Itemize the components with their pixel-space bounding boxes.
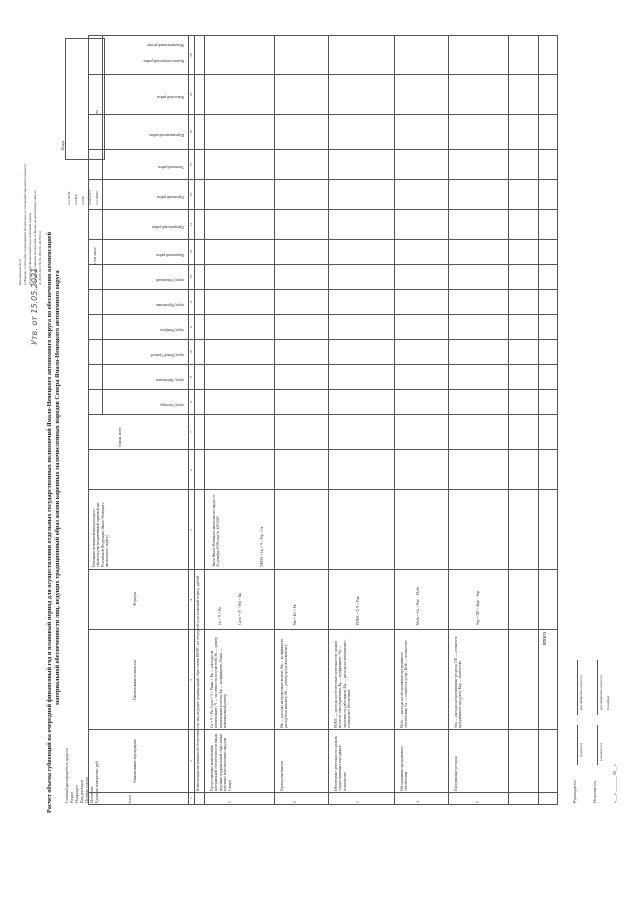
- row-5-num: 5: [476, 801, 480, 803]
- appendix-line-3: на очередной финансовый год и плановый период: [28, 212, 32, 285]
- row-3-num: 3: [356, 801, 360, 803]
- row-5-formula: Sпр = ПП × Кпр − Sпр: [476, 590, 480, 625]
- col-num-17: 17: [189, 162, 193, 167]
- code-okei: по ОКЕИ: [95, 191, 99, 205]
- row-1-num: 1: [228, 801, 232, 803]
- mo-tazovsky: Тазовский район: [158, 165, 184, 169]
- code-csr: по ЦСР: [74, 194, 78, 205]
- mo-novy-urengoy: город Новый Уренгой: [150, 353, 184, 357]
- col-num-6: 6: [189, 469, 193, 471]
- mo-muravlenko: город Муравленко: [155, 303, 184, 307]
- col-num-7: 7: [189, 431, 193, 433]
- sig-head-sign: (подпись): [579, 742, 583, 757]
- info-unit: Единица измерения: руб.: [94, 760, 99, 803]
- mo-krasnoselkupsky: Красноселькупский район: [143, 59, 184, 63]
- sig-exec-label: Исполнитель: [592, 780, 597, 803]
- code-vr: по ВР: [81, 196, 85, 205]
- title-line-1: Расчет объема субвенций на очередной финансовый год и плановый период для осуществления отдельных государственных полномочий Ямало-Ненецкого автономного округа по обеспечению компенсацией: [46, 231, 53, 813]
- info-source: Источник: [89, 786, 94, 803]
- row-1-measure: Предоставление компенсации материальной обеспеченности лицам, ведущим традиционный образ жизни коренных малочисленных народов Севера: [210, 732, 232, 791]
- col-num-11: 11: [189, 325, 193, 329]
- row-2-num: 2: [293, 801, 297, 803]
- sig-head-label: Руководитель: [572, 779, 577, 803]
- appendix-line-4: (в редакции приказа Департамента финансов автономного округа: [33, 190, 37, 285]
- header-indicator: Наименование показателя: [133, 660, 137, 700]
- header-formula: Формула: [133, 592, 137, 606]
- row-4-num: 4: [416, 801, 420, 803]
- col-num-9: 9: [189, 376, 193, 378]
- col-num-13: 13: [189, 275, 193, 279]
- row-2-measure: Проведение выплат: [280, 760, 284, 791]
- mo-reserve: Муниципальный резерв: [147, 43, 184, 47]
- info-podrazdel: Подраздел: [74, 785, 79, 803]
- row-1-formula: Ск = Ч × Рк: [218, 607, 222, 625]
- col-num-10: 10: [189, 350, 193, 354]
- row-2-indicators: Мв — расходы на проведение выплат; Кв — коэффициент расходов на выплату; Рв — размер средств на выплату: [280, 638, 289, 728]
- info-razdel: Раздел: [69, 791, 74, 803]
- row-1-formula-2: Сдоп = (Ч × Рк) × Кк: [238, 592, 242, 625]
- appendix-line-1: Приложение № 21: [18, 258, 22, 285]
- header-measure: Наименование мероприятия: [133, 739, 137, 783]
- col-num-14: 14: [189, 250, 193, 254]
- mo-priuralsky: Приуральский район: [151, 225, 184, 229]
- appendix-line-5: от 20.05.2021 № 01-2021/01-0225/Сп): [38, 231, 42, 285]
- row-4-indicators: Мобс — расходы на обслуживание программного обеспечения; Ск — стоимость услуг; Кобс — количество: [400, 640, 409, 728]
- header-mo-label: в том числе: [93, 247, 97, 265]
- sig-head-decode: (расшифровка подписи): [579, 675, 583, 710]
- row-5-indicators: Sпр — расходы на программные ресурсы; ПП — стоимость программного продукта; Кпр — количество: [454, 636, 463, 728]
- col-num-12: 12: [189, 300, 193, 304]
- code-okud: по ОКУД: [67, 191, 71, 205]
- row-4-formula: Мобс = Ск × Рмо − Мобс: [416, 586, 420, 625]
- code-okei-value: 383: [95, 109, 99, 115]
- col-num-5: 5: [189, 529, 193, 531]
- calculation-table: [88, 35, 558, 805]
- mo-gubkinsky: город Губкинский: [156, 278, 184, 282]
- header-total: Сумма, всего: [118, 426, 122, 447]
- info-cs: Целевая статья: [84, 777, 89, 803]
- col-num-1: 1: [189, 797, 193, 799]
- sig-exec-position: (должность): [599, 743, 603, 761]
- sig-exec-phone: (телефон): [606, 695, 610, 710]
- info-grbs: Главный распорядитель средств: [64, 748, 69, 803]
- mo-shuryshkarsky: Шурышкарский район: [149, 133, 184, 137]
- info-vr: Вид расходов: [79, 780, 84, 803]
- col-num-3: 3: [189, 679, 193, 681]
- col-num-2: 2: [189, 760, 193, 762]
- total-label: ИТОГО: [543, 632, 547, 645]
- code-kosgu: по КОСГУ: [88, 189, 92, 205]
- row-3-measure: Обеспечение деятельности органов, осуществляющих переданные полномочия: [334, 735, 347, 791]
- row-5-measure: Программные ресурсы: [454, 755, 458, 791]
- col-num-16: 16: [189, 192, 193, 197]
- col-num-15: 15: [189, 222, 193, 227]
- col-num-20: 20: [189, 53, 193, 57]
- row-1-total-formula: ТФПО = Ск + Ч × Рф − Ск: [260, 526, 264, 567]
- row-3-formula: РОМС = Σ Ч × Рмс: [356, 595, 360, 625]
- mo-yamalsky: Ямальский район: [157, 95, 184, 99]
- appendix-line-2: к Порядку и методике планирования бюджетных ассигнований окружного бюджета: [23, 164, 27, 285]
- row-1-basis: Закон Ямало-Ненецкого автономного округа от 24 декабря 2008 года № 120-ЗАО: [212, 494, 221, 567]
- mo-noyabrsk: город Ноябрьск: [160, 328, 184, 332]
- col-num-19: 19: [189, 92, 193, 97]
- sig-exec-decode: (расшифровка подписи): [599, 675, 603, 710]
- header-basis: Основание возникновения расходного обязательства (нормативный правовой акт Российской Федерации, Ямало-Ненецкого автономного округа): [92, 502, 110, 567]
- col-num-8: 8: [189, 401, 193, 403]
- codes-label: Коды: [60, 140, 65, 150]
- mo-nadym: Надымский район: [156, 253, 184, 257]
- header-num: № п/п: [128, 794, 132, 804]
- section-title: Компенсация материальной обеспеченности лиц, ведущих традиционный образ жизни КМНС, на очередной год и плановый период, рублей: [196, 575, 200, 791]
- sig-date: «___» ________ 20__ г.: [612, 763, 617, 803]
- mo-purovsky: Пуровский район: [157, 195, 184, 199]
- col-num-18: 18: [189, 130, 193, 134]
- row-3-indicators: РОМС — расходы на обеспечение деятельности органов местного самоуправления; Кр — коэффициент; Чр — численность работников; Мр — расходы на материально-техническое обеспечение: [334, 639, 352, 728]
- row-2-formula: Мв = К1 × Рв: [293, 604, 297, 625]
- row-1-indicators: Ск = Ч × Рк; Сдоп = Ч × Рмакс × Кк — расходы на компенсацию; Ч — численность получателей; Рк — размер компенсации в месяц; Кк — коэффициент; Рмакс — максимальный размер: [210, 636, 228, 728]
- mo-salekhard: город Салехард: [160, 403, 184, 407]
- mo-labytnangi: город Лабытнанги: [155, 378, 184, 382]
- col-num-4: 4: [189, 599, 193, 601]
- handwritten-note: Утв. от 15.05.2021: [30, 267, 39, 345]
- title-line-2: материальной обеспеченности лиц, ведущих традиционный образ жизни коренных малочисленных народов Севера Ямало-Ненецкого автономного округа: [54, 270, 61, 705]
- row-4-measure: Обслуживание программного обеспечения: [400, 745, 409, 791]
